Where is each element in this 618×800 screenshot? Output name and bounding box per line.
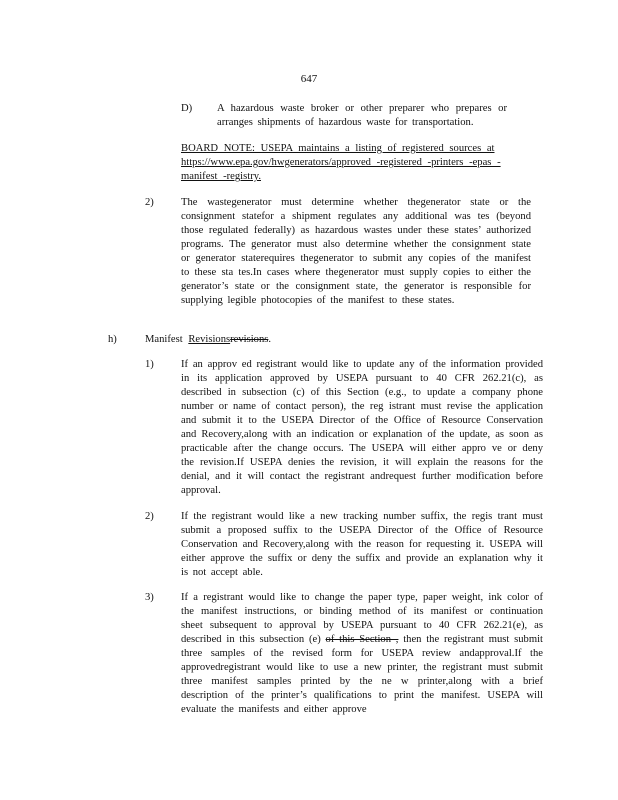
item-h1-label: 1) xyxy=(145,359,154,370)
item-d-label: D) xyxy=(181,103,193,114)
item-h3-text xyxy=(181,591,543,717)
heading-prefix: Manifest xyxy=(145,334,183,345)
heading-suffix: . xyxy=(268,334,272,345)
item-h3-label: 3) xyxy=(145,592,154,603)
item-h2-label: 2) xyxy=(145,511,154,522)
section-h-heading xyxy=(145,333,271,347)
heading-deleted: revisions xyxy=(230,334,269,345)
board-note-line: BOARD NOTE: USEPA maintains a listing of registered sources at xyxy=(181,143,495,154)
item-h3-text-after: then the registrant must submit three samples of the revised form for USEPA review andapproval.If the approvedregistrant would like to use a new printer, the registrant must submit three manifest samples printed by the ne w printer,along with a brief description of the printer’s qualifications to print the manifest. USEPA will evaluate the manifests and either approve xyxy=(181,634,543,715)
item-h2-text: If the registrant would like a new tracking number suffix, the regis trant must submit a proposed suffix to the USEPA Director of the Office of Resource Conservation and Recovery,along with the reason for requesting it. USEPA will either approve the suffix or deny the suffix and provide an explanation why it is not accept able. xyxy=(181,511,543,578)
item-h1-text: If an approv ed registrant would like to update any of the information provided in its application approved by USEPA pursuant to 40 CFR 262.21(c), as described in subsection (c) of this Section (e.g., to update a company phone number or name of contact person), the reg istrant must revise the application and submit it to the USEPA Director of the Office of Resource Conservation and Recovery,along with an indication or explanation of the update, as soon as practicable after the change occurs. The USEPA will either appro ve or deny the revision.If USEPA denies the revision, it will explain the reasons for the denial, and it will contact the registrant andrequest further modification before approval. xyxy=(181,359,543,496)
heading-inserted: Revisions xyxy=(188,334,231,345)
board-note-line: manifest -registry. xyxy=(181,171,261,182)
page-number: 647 xyxy=(300,73,318,85)
section-h-label: h) xyxy=(108,334,117,345)
item-h3-text-before: If a registrant would like to change the paper type, paper weight, ink color of the manifest instructions, or binding method of its manifest or continuation sheet subsequent to approval by USEPA pursuant to 40 CFR 262.21(e), as described in this subsection (e) xyxy=(181,592,543,645)
item-h3-deleted: of this Section , xyxy=(325,634,399,645)
item-d-text: A hazardous waste broker or other preparer who prepares or arranges shipments of hazardous waste for transportation. xyxy=(217,103,507,128)
item-2-text: The wastegenerator must determine whether thegenerator state or the consignment statefor a shipment regulates any additional was tes (beyond those regulated federally) as hazardous wastes under these states’ authorized programs. The generator must also determine whether the consignment state or generator staterequires thegenerator to submit any copies of the manifest to these sta tes.In cases where thegenerator must supply copies to either the generator’s state or the consignment state, the generator is responsible for supplying legible photocopies of the manifest to these states. xyxy=(181,197,531,306)
item-2-label: 2) xyxy=(145,197,154,208)
board-note-url[interactable]: https://www.epa.gov/hwgenerators/approved -registered -printers -epas - xyxy=(181,157,501,168)
board-note xyxy=(181,142,521,184)
